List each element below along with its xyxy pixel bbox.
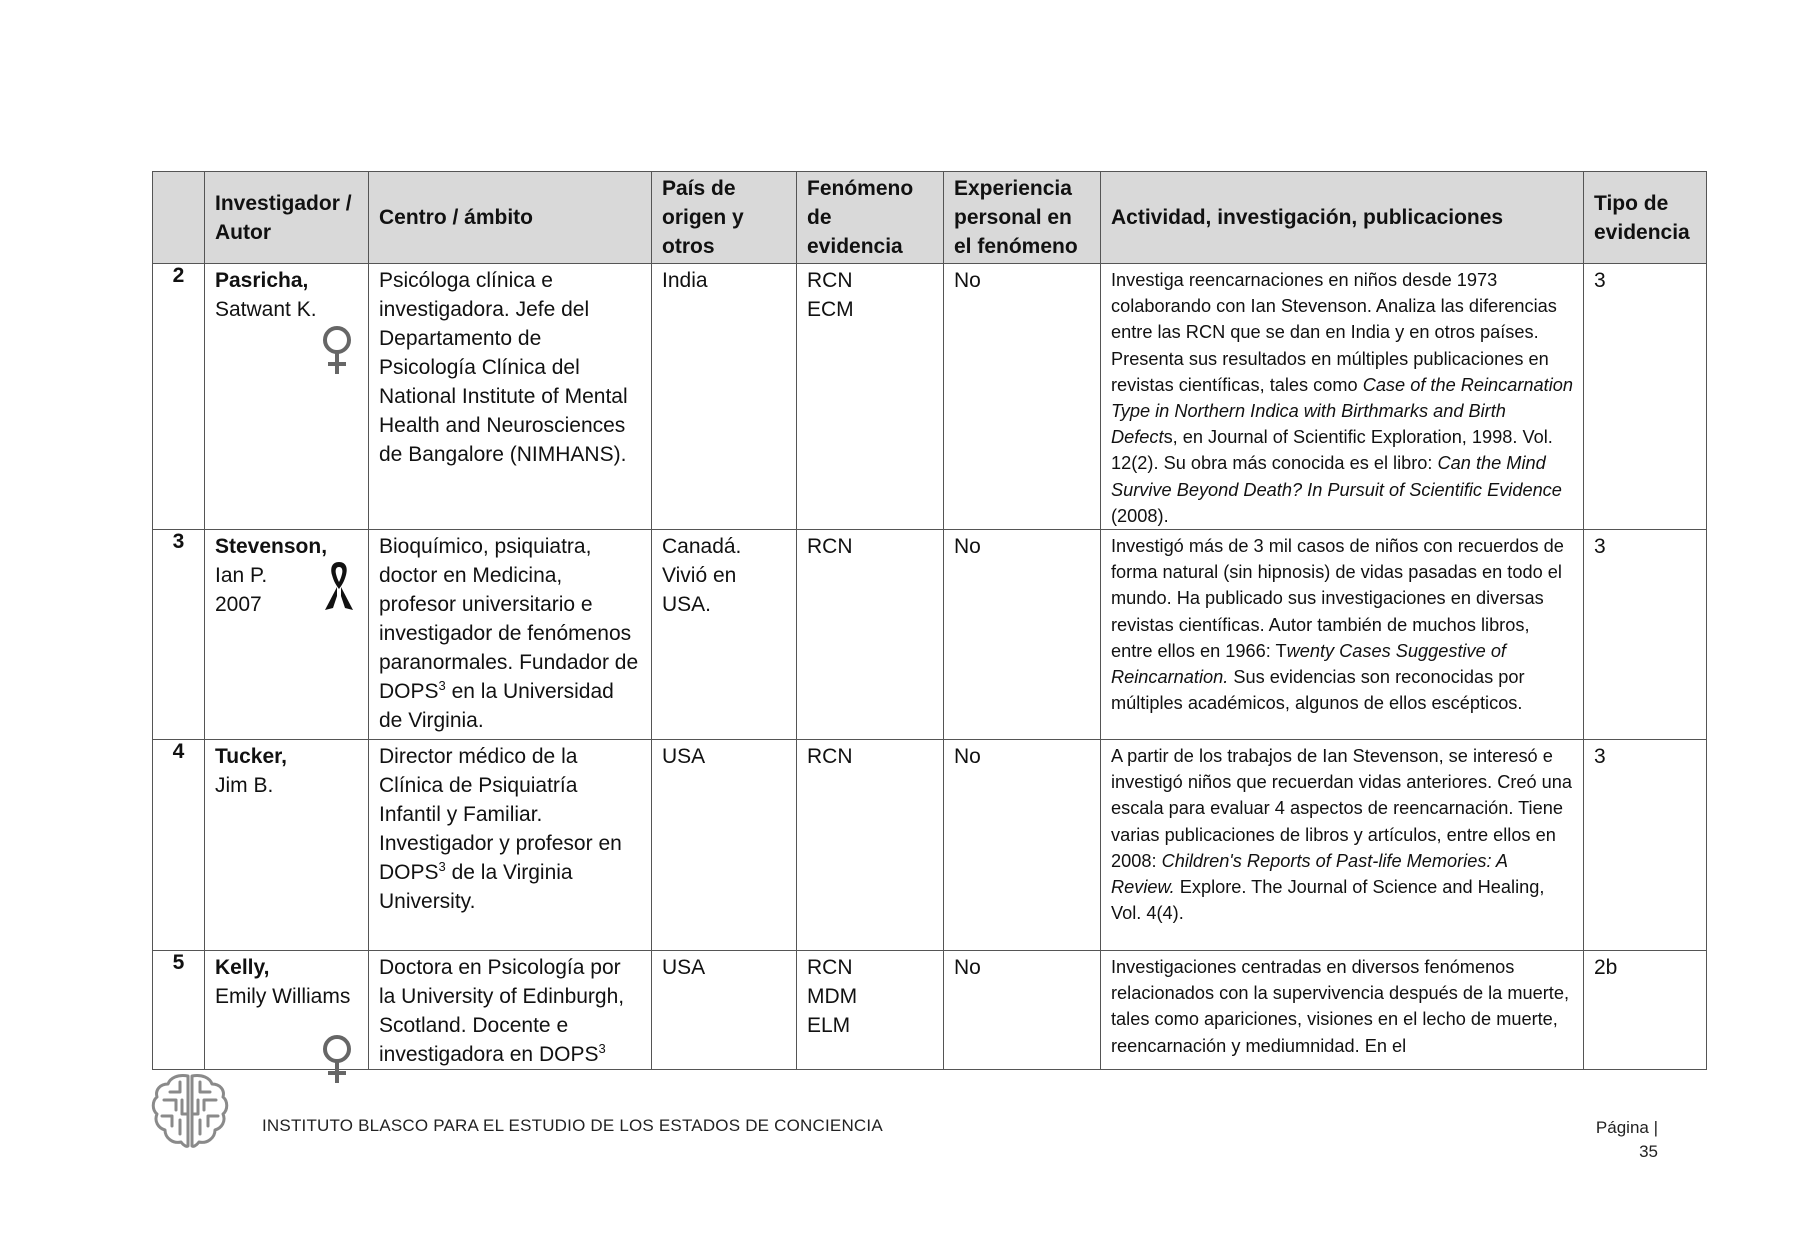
country-cell: USA	[652, 951, 797, 1070]
author-cell	[205, 530, 369, 740]
publication-title: Can the Mind Survive Beyond Death? In Pursuit of Scientific Evidence	[1111, 453, 1562, 500]
header-row	[153, 172, 1707, 264]
author-surname: Kelly,	[215, 956, 270, 980]
experience-cell: No	[944, 740, 1101, 951]
center-text: Director médico de la Clínica de Psiquiatría Infantil y Familiar. Investigador y profesor en DOPS	[379, 745, 622, 885]
phenomenon-cell	[797, 264, 944, 530]
phenomenon-code: ELM	[807, 1014, 851, 1038]
evidence-type-cell: 3	[1584, 740, 1707, 951]
center-text: Psicóloga clínica e investigadora. Jefe del Departamento de Psicología Clínica del National Institute of Mental Health and Neurosciences de Bangalore (NIMHANS).	[379, 269, 628, 466]
evidence-type-cell: 2b	[1584, 951, 1707, 1070]
activity-cell	[1101, 740, 1584, 951]
phenomenon-code: RCN	[807, 535, 853, 559]
author-cell	[205, 264, 369, 530]
phenomenon-code: ECM	[807, 298, 854, 321]
activity-text: Sus evidencias son reconocidas por múltiples académicos, algunos de ellos escépticos.	[1111, 667, 1525, 714]
country-cell: Canadá. Vivió en USA.	[652, 530, 797, 740]
author-death-year: 2007	[215, 593, 262, 617]
header-num	[153, 172, 205, 264]
footnote-ref: 3	[598, 1041, 606, 1057]
author-block	[215, 266, 358, 324]
activity-cell	[1101, 264, 1584, 530]
footer-institute-name: INSTITUTO BLASCO PARA EL ESTUDIO DE LOS ESTADOS DE CONCIENCIA	[262, 1116, 883, 1135]
header-evidence: Tipo de evidencia	[1584, 172, 1707, 264]
header-author: Investigador / Autor	[205, 172, 369, 264]
author-surname: Pasricha,	[215, 269, 309, 292]
phenomenon-cell	[797, 740, 944, 951]
footer-page-value: 35	[1639, 1142, 1658, 1161]
publication-title: Case of the Reincarnation Type in Northern Indica with Birthmarks and Birth Defect	[1111, 374, 1573, 448]
evidence-type-cell: 3	[1584, 530, 1707, 740]
author-cell	[205, 951, 369, 1070]
phenomenon-code: RCN	[807, 956, 853, 980]
experience-cell: No	[944, 530, 1101, 740]
header-country: País de origen y otros	[652, 172, 797, 264]
header-experience: Experiencia personal en el fenómeno	[944, 172, 1101, 264]
evidence-type-cell: 3	[1584, 264, 1707, 530]
center-text-after: de la Virginia University.	[379, 861, 573, 914]
table-row	[153, 264, 1707, 530]
publication-title: Children's Reports of Past-life Memories: A Review.	[1111, 850, 1508, 898]
experience-cell: No	[944, 264, 1101, 530]
header-activity: Actividad, investigación, publicaciones	[1101, 172, 1584, 264]
center-text: Doctora en Psicología por la University of Edinburgh, Scotland. Docente e investigadora en DOPS	[379, 956, 625, 1067]
footer-page-label: Página |	[1595, 1118, 1658, 1137]
country-cell: USA	[652, 740, 797, 951]
footer-page-number	[1596, 1116, 1658, 1164]
row-number: 2	[153, 264, 205, 530]
phenomenon-code: MDM	[807, 985, 858, 1009]
phenomenon-cell	[797, 530, 944, 740]
activity-text: (2008).	[1111, 505, 1169, 526]
activity-text: Investigó más de 3 mil casos de niños con recuerdos de forma natural (sin hipnosis) de vidas pasadas en todo el mundo. Ha publicado sus investigaciones en diversas revistas científicas. Autor también de muchos libros, entre ellos en 1966: T	[1111, 536, 1564, 661]
activity-text: Investiga reencarnaciones en niños desde 1973 colaborando con Ian Stevenson. Analiza las diferencias entre las RCN que se dan en India y en otros países. Presenta sus resultados en múltiples publicaciones en revistas científicas, tales como	[1111, 270, 1557, 395]
author-given-name: Jim B.	[215, 774, 274, 798]
female-icon	[320, 1033, 354, 1093]
research-table	[152, 171, 1707, 1070]
table-row	[153, 740, 1707, 951]
author-block	[215, 742, 358, 800]
table-row	[153, 951, 1707, 1070]
center-cell	[369, 264, 652, 530]
mourning-ribbon-icon	[322, 558, 356, 622]
brain-maze-logo-icon	[150, 1070, 230, 1155]
activity-text: Investigaciones centradas en diversos fenómenos relacionados con la supervivencia después de la muerte, tales como apariciones, visiones en el lecho de muerte, reencarnación y mediumnidad. En el	[1111, 957, 1569, 1056]
footnote-ref: 3	[438, 678, 446, 694]
center-text: Bioquímico, psiquiatra, doctor en Medicina, profesor universitario e investigador de fenómenos paranormales. Fundador de DOPS	[379, 535, 639, 704]
phenomenon-code: RCN	[807, 745, 853, 769]
center-cell	[369, 740, 652, 951]
phenomenon-cell	[797, 951, 944, 1070]
publication-title: wenty Cases Suggestive of Reincarnation.	[1111, 640, 1506, 688]
author-block	[215, 532, 358, 619]
phenomenon-code: RCN	[807, 269, 853, 292]
activity-text: s, en Journal of Scientific Exploration, 1998. Vol. 12(2). Su obra más conocida es el libro:	[1111, 427, 1553, 474]
activity-cell	[1101, 530, 1584, 740]
activity-text: Explore. The Journal of Science and Healing, Vol. 4(4).	[1111, 877, 1545, 924]
row-number: 5	[153, 951, 205, 1070]
author-surname: Stevenson,	[215, 535, 328, 559]
center-text-after: en la Universidad de Virginia.	[379, 680, 614, 733]
author-given-name: Emily Williams	[215, 985, 351, 1009]
author-cell	[205, 740, 369, 951]
country-cell: India	[652, 264, 797, 530]
author-given-name: Ian P.	[215, 564, 268, 588]
table-row	[153, 530, 1707, 740]
center-cell	[369, 951, 652, 1070]
author-surname: Tucker,	[215, 745, 287, 769]
table-body	[153, 264, 1707, 1070]
author-given-name: Satwant K.	[215, 298, 317, 321]
center-cell	[369, 530, 652, 740]
female-icon	[320, 324, 354, 384]
row-number: 3	[153, 530, 205, 740]
row-number: 4	[153, 740, 205, 951]
footnote-ref: 3	[438, 859, 446, 875]
header-center: Centro / ámbito	[369, 172, 652, 264]
activity-cell	[1101, 951, 1584, 1070]
author-block	[215, 953, 358, 1011]
header-phenomenon: Fenómeno de evidencia	[797, 172, 944, 264]
activity-text: A partir de los trabajos de Ian Stevenson, se interesó e investigó niños que recuerdan vidas anteriores. Creó una escala para evaluar 4 aspectos de reencarnación. Tiene varias publicaciones de libros y artículos, entre ellos en 2008:	[1111, 746, 1573, 871]
experience-cell: No	[944, 951, 1101, 1070]
